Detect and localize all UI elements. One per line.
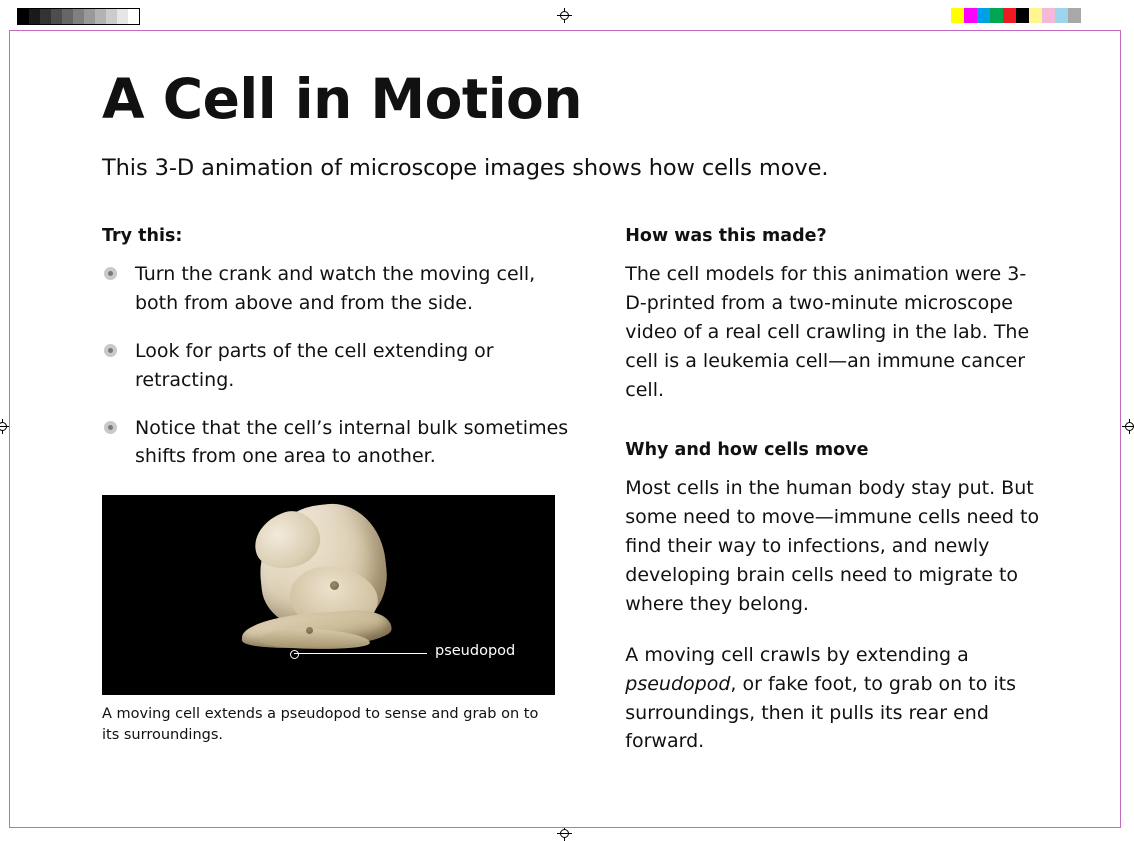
registration-mark-top-icon: [557, 8, 572, 23]
color-calibration-bar: [951, 8, 1081, 23]
pseudopod-paragraph-part1: A moving cell crawls by extending a: [625, 643, 969, 666]
pseudopod-leader-line: [294, 653, 427, 654]
try-this-heading: Try this:: [102, 226, 183, 246]
list-item: [102, 337, 573, 395]
cell-figure-image: [102, 495, 555, 695]
how-was-this-made-paragraph: The cell models for this animation were 3-D-printed from a two-minute microscope video of a real cell crawling in the lab. The cell is a leukemia cell—an immune cancer cell.: [625, 263, 1030, 401]
document-content: [102, 67, 1042, 778]
two-column-layout: [102, 226, 1042, 778]
why-and-how-cells-move-heading: Why and how cells move: [625, 440, 869, 461]
pseudopod-pointer-icon: [290, 650, 299, 659]
bullet-icon: [104, 344, 117, 357]
list-item: [102, 414, 573, 472]
how-was-this-made-heading: How was this made?: [625, 226, 827, 246]
pseudopod-label: pseudopod: [435, 643, 516, 660]
list-item-text: Turn the crank and watch the moving cell, both from above and from the side.: [135, 263, 536, 314]
page-title: A Cell in Motion: [102, 67, 582, 131]
bullet-icon: [104, 421, 117, 434]
bullet-icon: [104, 267, 117, 280]
right-column: [625, 226, 1042, 778]
cell-figure: [102, 495, 555, 745]
why-cells-move-paragraph: Most cells in the human body stay put. But some need to move—immune cells need to find their way to infections, and newly developing brain cells need to migrate to where they belong.: [625, 477, 1040, 615]
registration-mark-right-icon: [1122, 419, 1134, 434]
pseudopod-paragraph-part2: , or fake foot, to grab on to its surroundings, then it pulls its rear end forward.: [625, 672, 1016, 753]
cell-illustration: [242, 505, 407, 655]
left-column: [102, 226, 573, 778]
pseudopod-paragraph: [625, 641, 1042, 757]
list-item: [102, 260, 573, 318]
list-item-text: Notice that the cell’s internal bulk sometimes shifts from one area to another.: [135, 416, 569, 468]
grayscale-calibration-bar: [17, 8, 140, 25]
try-this-list: [102, 260, 573, 471]
figure-caption: A moving cell extends a pseudopod to sense and grab on to its surroundings.: [102, 706, 539, 743]
pseudopod-term: pseudopod: [625, 672, 731, 695]
page-subtitle: This 3-D animation of microscope images shows how cells move.: [102, 155, 829, 181]
list-item-text: Look for parts of the cell extending or retracting.: [135, 339, 494, 391]
